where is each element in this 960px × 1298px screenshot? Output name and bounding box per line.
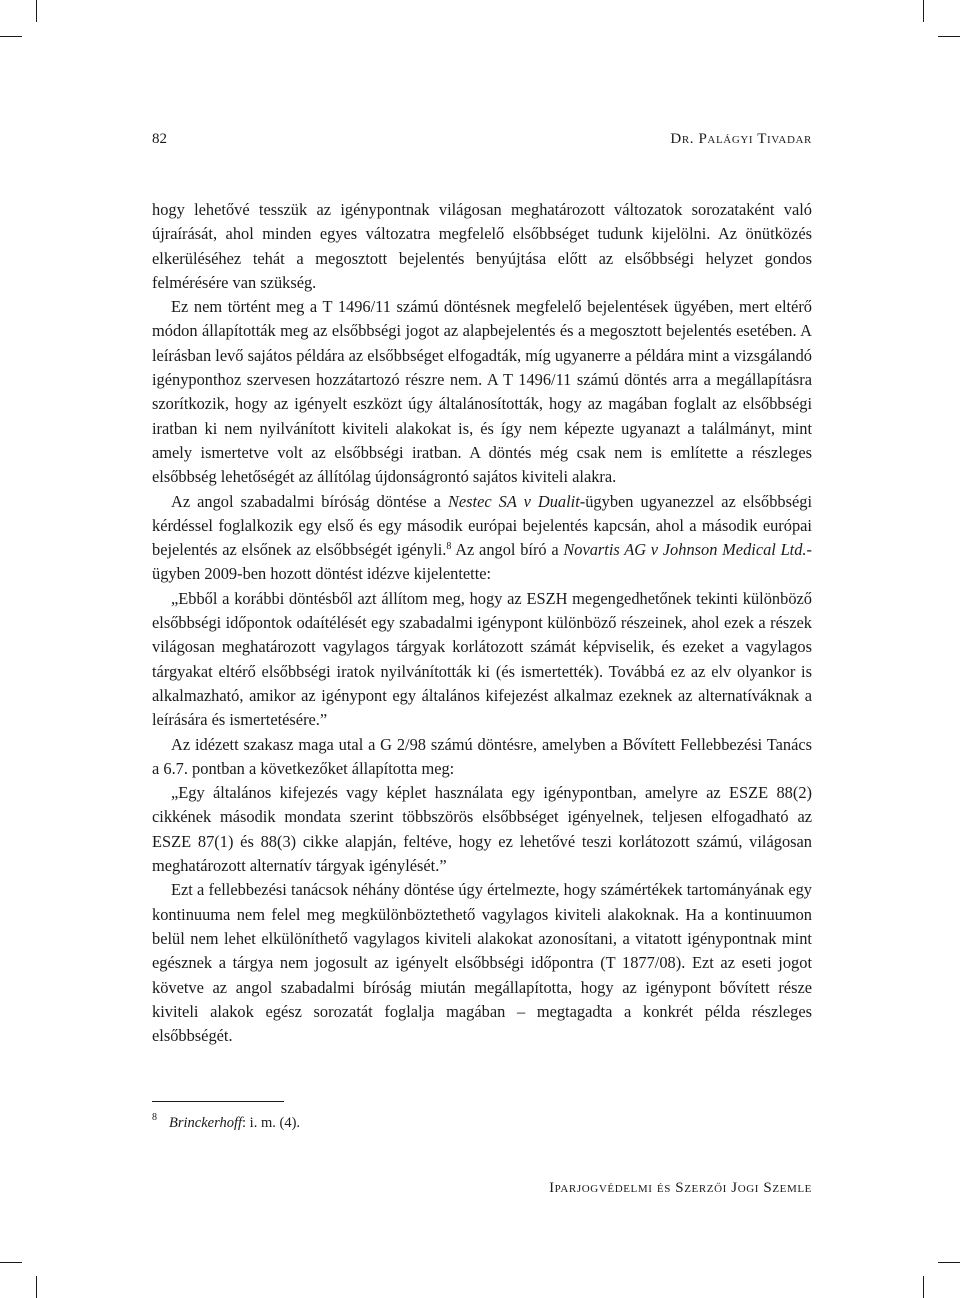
page-number: 82: [152, 131, 167, 147]
footnote: [152, 1108, 300, 1133]
block-quote-2: „Egy általános kifejezés vagy képlet használata egy igénypontban, amelyre az ESZE 88(2) cikkének második mondata szerint többszörös elsőbbséget igényelnek, teljesen elfogadható az ESZE 87(1) és 88(3) cikke alapján, feltéve, hogy ez lehetővé teszi korlátozott számú, világosan meghatározott alternatív tárgyak igénylését.”: [152, 783, 812, 876]
case-name-novartis: Novartis AG v Johnson Medical Ltd.: [563, 540, 807, 560]
crop-mark-right-top: [938, 36, 960, 37]
crop-mark-right-bottom: [938, 1262, 960, 1263]
footnote-separator: [152, 1101, 284, 1102]
paragraph-1: hogy lehetővé tesszük az igénypontnak világosan meghatározott változatok sorozataként való újraírását, ahol minden egyes változatra megfelelő elsőbbséget tudunk kijelölni. Az önütközés elkerüléséhez tehát a megosztott bejelentés benyújtása előtt az elsőbbségi helyzet gondos felmérésére van szükség.: [152, 200, 812, 292]
article-body: [152, 198, 812, 1048]
crop-mark-bottom-left: [36, 1276, 37, 1298]
paragraph-4: Az idézett szakasz maga utal a G 2/98 számú döntésre, amelyben a Bővített Fellebbezési Tanács a 6.7. pontban a következőket állapította meg:: [152, 734, 812, 778]
running-head: [152, 131, 812, 153]
footnote-ref: : i. m. (4).: [242, 1115, 301, 1131]
crop-mark-bottom-right: [923, 1276, 924, 1298]
footnote-reference[interactable]: 8: [446, 541, 452, 553]
crop-mark-top-right: [923, 0, 924, 22]
running-head-author: Dr. Palágyi Tivadar: [670, 131, 812, 147]
footnote-source: Brinckerhoff: [169, 1115, 243, 1131]
case-name-nestec: Nestec SA v Dualit: [447, 491, 580, 511]
paragraph-2: Ez nem történt meg a T 1496/11 számú döntésnek megfelelő bejelentések ügyében, mert eltérő módon állapították meg az elsőbbségi jogot az alapbejelentés és a megosztott bejelentés esetében. A leírásban levő sajátos példára az elsőbbséget elfogadták, míg ugyanerre a példára mint a vizsgálandó igényponthoz szervesen hozzátartozó részre nem. A T 1496/11 számú döntés arra a megállapításra szorítkozik, hogy az igényelt eszközt úgy általánosították, hogy az magában foglalt az elsőbbségi iratban ki nem nyilvánított kiviteli alakokat is, és így nem képezte ugyanazt a találmányt, mint amely ismertetve volt az elsőbbségi iratban. A döntés még csak nem is említette a részleges elsőbbség lehetőségét az állítólag újdonságrontó sajátos kiviteli alakra.: [152, 297, 812, 487]
crop-mark-left-top: [0, 36, 22, 37]
crop-mark-left-bottom: [0, 1262, 22, 1263]
paragraph-3: Az angol szabadalmi bíróság döntése a Nestec SA v Dualit-ügyben ugyanezzel az elsőbbségi kérdéssel foglalkozik egy első és egy második európai bejelentés kapcsán, ahol a második európai bejelentés az elsőnek az elsőbbségét igényli.$^8$ Az angol bíró a Novartis AG v Johnson Medical Ltd.-ügyben 2009-ben hozott döntést idézve kijelentette:: [152, 491, 812, 584]
block-quote-1: „Ebből a korábbi döntésből azt állítom meg, hogy az ESZH megengedhetőnek tekinti különböző elsőbbségi időpontok odaítélését egy szabadalmi igénypont különböző részeinek, ahol ezek a részek világosan meghatározott vagylagos tárgyak korlátozott számát képviselik, és ezeket a vagylagos tárgyakat eltérő elsőbbségi iratok nyilvánították ki (és ismertették). Továbbá ez az elv olyankor is alkalmazható, amikor az igénypont egy általános kifejezést alkalmaz ezeknek az alternatíváknak a leírására és ismertetésére.”: [152, 588, 812, 730]
journal-title: Iparjogvédelmi és Szerzői Jogi Szemle: [549, 1180, 812, 1196]
paragraph-5: Ezt a fellebbezési tanácsok néhány döntése úgy értelmezte, hogy számértékek tartományának egy kontinuuma nem felel meg megkülönböztethető vagylagos kiviteli alakoknak. Ha a kontinuumon belül nem lehet elkülöníthető vagylagos kiviteli alakokat azonosítani, a vitatott igénypontnak mint egésznek a tárgya nem jogosult az igényelt elsőbbségi időpontra (T 1877/08). Ezt az eseti jogot követve az angol szabadalmi bíróság miután megállapította, hogy az igénypont bővített része kiviteli alakok egész sorozatát foglalja magában – megtagadta a konkrét példa részleges elsőbbségét.: [152, 880, 812, 1046]
footnote-mark: 8: [152, 1112, 157, 1123]
crop-mark-top-left: [36, 0, 37, 22]
